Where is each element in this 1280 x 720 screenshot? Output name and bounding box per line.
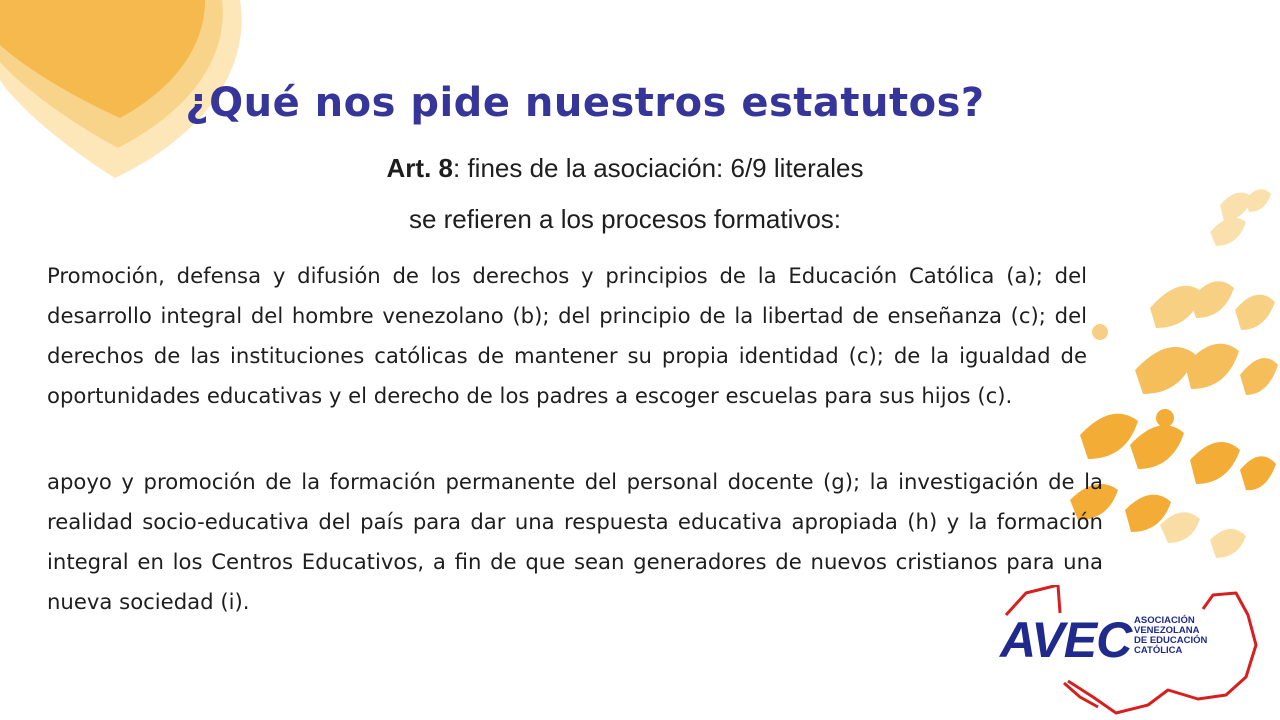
avec-tagline: ASOCIACIÓN VENEZOLANA DE EDUCACIÓN CATÓLICA — [1134, 615, 1208, 656]
paragraph-apoyo: apoyo y promoción de la formación permanente del personal docente (g); la investigación de la realidad socio-educativa del país para dar una respuesta educativa apropiada (h) y la formación integral en los Centros Educativos, a fin de que sean generadores de nuevos cristianos para una nueva sociedad (i). — [47, 469, 1103, 614]
article-description: : fines de la asociación: 6/9 literales — [453, 153, 864, 183]
article-subtitle-line2: se refieren a los procesos formativos: — [408, 204, 842, 234]
avec-wordmark: AVEC — [1000, 612, 1132, 668]
article-subtitle — [0, 153, 1250, 184]
avec-logo — [998, 585, 1258, 720]
paragraph-promocion: Promoción, defensa y difusión de los derechos y principios de la Educación Católica (a); del desarrollo integral del hombre venezolano (b); del principio de la libertad de enseñanza (c); del derechos de las instituciones católicas de mantener su propia identidad (c); de la igualdad de oportunidades educativas y el derecho de los padres a escoger escuelas para sus hijos (c). — [47, 263, 1087, 408]
article-number: Art. 8 — [386, 153, 453, 183]
slide-title: ¿Qué nos pide nuestros estatutos? — [185, 80, 985, 126]
